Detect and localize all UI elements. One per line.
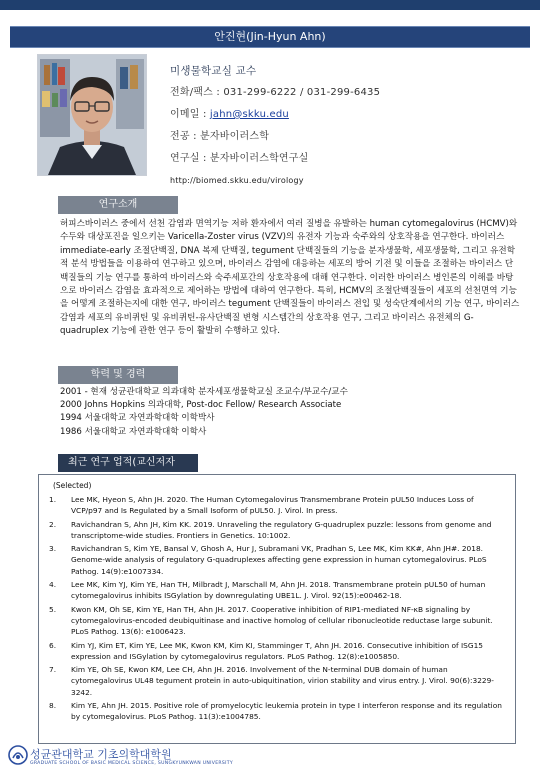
publication-text: Kim YE, Ahn JH. 2015. Positive role of promyelocytic leukemia protein in type I interferon response and its regulation by cytomegalovirus. PLoS Pathog. 11(3):e1004785. bbox=[71, 701, 502, 722]
publication-text: Lee MK, Hyeon S, Ahn JH. 2020. The Human Cytomegalovirus Transmembrane Protein pUL50 Induces Loss of VCP/p97 and Is Regulated by a Small Isoform of pUL50. J. Virol. In press. bbox=[71, 495, 474, 516]
research-text: 허피스바이러스 중에서 선천 감염과 면역기능 저하 환자에서 여러 질병을 유발하는 human cytomegalovirus (HCMV)와 수두와 대상포진을 일으키는 Varicella-Zoster virus (VZV)의 유전자 기능과 숙주와의 상호작용을 연구한다. 바이러스 immediate-early 조절단백질, DNA 복제 단백질, tegument 단백질들의 기능을 분자생물학, 세포생물학, 그리고 유전학적 분석 방법들을 이용하여 연구하고 있으며, 바이러스 감염에 대응하는 세포의 방어 기전 및 이들을 조절하는 바이러스 단백질들의 기능 연구를 통하여 바이러스와 숙주세포간의 상호작용에 대해 연구한다. 이러한 바이러스 병인론의 이해를 바탕으로 바이러스 감염을 효과적으로 제어하는 방법에 대하여 연구한다. 특히, HCMV의 조절단백질들이 세포의 선천면역 기능을 어떻게 조절하는지에 대한 연구, 바이러스 tegument 단백질들이 바이러스 전입 및 성숙단계에서의 기능 연구, 바이러스 감염과 세포의 유비퀴틴 및 유비퀴틴-유사단백질 변형 시스템간의 상호작용 연구, 그리고 바이러스 유전체의 G-quadruplex 기능에 관한 연구 등이 활발히 수행하고 있다. bbox=[60, 219, 520, 337]
email-link[interactable]: jahn@skku.edu bbox=[209, 109, 289, 120]
professor-title: 미생물학교실 교수 bbox=[170, 65, 257, 77]
career-list bbox=[60, 386, 520, 439]
publication-number: 6. bbox=[49, 640, 57, 650]
publication-text: Kim YE, Oh SE, Kwon KM, Lee CH, Ahn JH. 2016. Involvement of the N-terminal DUB domain of human cytomegalovirus UL48 tegument protein in auto-ubiquitination, virion stability and virus entry. J. Virol. 90(6):3229-3242. bbox=[71, 665, 494, 697]
publication-number: 2. bbox=[49, 519, 57, 529]
publication-text: Kwon KM, Oh SE, Kim YE, Han TH, Ahn JH. 2017. Cooperative inhibition of RIP1-mediated NF-κB signaling by cytomegalovirus-encoded deubiquitinase and inactive homolog of cellular ribonucleotide reductase large subunit. PLoS Pathog. 13(6): e1006423. bbox=[71, 604, 493, 637]
publication-text: Ravichandran S, Kim YE, Bansal V, Ghosh A, Hur J, Subramani VK, Pradhan S, Lee MK, Kim KK#, Ahn JH#. 2018. Genome-wide analysis of regulatory G-quadruplexes affecting gene expression in human cytomegalovirus. PLoS Pathog. 14(9):e1007334. bbox=[71, 544, 487, 576]
publication-item bbox=[49, 494, 505, 517]
career-heading: 학력 및 경력 bbox=[58, 366, 178, 384]
publication-number: 3. bbox=[49, 544, 57, 554]
publication-number: 7. bbox=[49, 665, 57, 675]
phone-fax: 전화/팩스 : 031-299-6222 / 031-299-6435 bbox=[170, 87, 381, 98]
profile-photo bbox=[37, 54, 147, 176]
name-banner: 안진현(Jin-Hyun Ahn) bbox=[10, 26, 530, 48]
publication-number: 8. bbox=[49, 701, 57, 711]
research-heading: 연구소개 bbox=[58, 196, 178, 214]
profile-info bbox=[170, 64, 530, 185]
major: 전공 : 분자바이러스학 bbox=[170, 131, 270, 142]
lab: 연구실 : 분자바이러스학연구실 bbox=[170, 153, 309, 164]
publications-box bbox=[38, 474, 516, 744]
publication-list bbox=[49, 494, 505, 725]
career-item: 1994 서울대학교 자연과학대학 이학박사 bbox=[60, 413, 215, 424]
publication-text: Ravichandran S, Ahn JH, Kim KK. 2019. Unraveling the regulatory G-quadruplex puzzle: lessons from genome and transcriptome-wide studies. Frontiers in Genetics. 10:1002. bbox=[71, 519, 492, 540]
publication-item bbox=[49, 604, 505, 638]
career-item: 1986 서울대학교 자연과학대학 이학사 bbox=[60, 426, 207, 437]
email-line bbox=[170, 108, 530, 130]
profile-photo-illustration bbox=[38, 55, 146, 175]
selected-label: (Selected) bbox=[53, 481, 92, 490]
publication-item bbox=[49, 700, 505, 723]
lab-url[interactable]: http://biomed.skku.edu/virology bbox=[170, 176, 304, 185]
university-emblem-icon bbox=[8, 745, 28, 765]
logo-english-text: GRADUATE SCHOOL OF BASIC MEDICAL SCIENCE, SUNGKYUNKWAN UNIVERSITY bbox=[30, 761, 233, 766]
career-item: 2001 - 현재 성균관대학교 의과대학 분자세포생물학교실 조교수/부교수/교수 bbox=[60, 387, 348, 397]
top-band bbox=[0, 0, 540, 10]
publication-item bbox=[49, 579, 505, 602]
publication-text: Kim YJ, Kim ET, Kim YE, Lee MK, Kwon KM, Kim KI, Stamminger T, Ahn JH. 2016. Consecutive inhibition of ISG15 expression and ISGylation by cytomegalovirus regulators. PLoS Pathog. 12(8):e1005850. bbox=[71, 640, 484, 661]
publication-item bbox=[49, 543, 505, 577]
email-label: 이메일 : bbox=[170, 109, 210, 120]
publication-item bbox=[49, 664, 505, 698]
publication-number: 5. bbox=[49, 604, 57, 614]
university-logo bbox=[8, 745, 233, 769]
publication-text: Lee MK, Kim YJ, Kim YE, Han TH, Milbradt J, Marschall M, Ahn JH. 2018. Transmembrane protein pUL50 of human cytomegalovirus inhibits ISGylation by downregulating UBE1L. J. Virol. 92(15):e00462-18. bbox=[71, 580, 486, 601]
logo-korean-text: 성균관대학교 기초의학대학원 bbox=[30, 748, 172, 761]
publication-item bbox=[49, 519, 505, 542]
publication-number: 4. bbox=[49, 580, 57, 590]
publication-item bbox=[49, 640, 505, 663]
publications-heading: 최근 연구 업적(교신저자 bbox=[58, 454, 198, 472]
publication-number: 1. bbox=[49, 495, 57, 504]
career-item: 2000 Johns Hopkins 의과대학, Post-doc Fellow/ Research Associate bbox=[60, 400, 342, 411]
